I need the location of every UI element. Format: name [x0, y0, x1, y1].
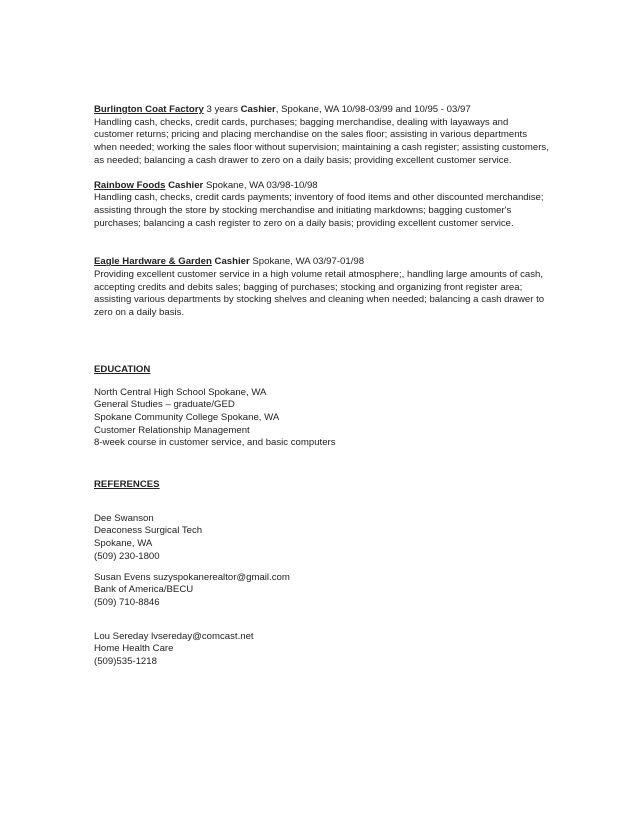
education-list: [94, 387, 550, 451]
job-duration: 3 years: [203, 104, 241, 115]
reference-lou-sereday: [94, 631, 550, 669]
company-name: Rainbow Foods: [94, 179, 166, 191]
education-line: General Studies – graduate/GED: [94, 399, 235, 411]
job-rainbow-foods: [94, 180, 550, 231]
company-name: Burlington Coat Factory: [94, 104, 204, 115]
job-title: Cashier: [240, 104, 276, 115]
job-title: Cashier: [214, 256, 250, 268]
job-header: [94, 256, 550, 269]
reference-employer: Bank of America/BECU: [94, 584, 194, 596]
education-line: North Central High School Spokane, WA: [94, 386, 267, 398]
reference-phone: (509) 710-8846: [94, 596, 160, 608]
education-heading: EDUCATION: [94, 363, 151, 375]
job-burlington: [94, 104, 550, 168]
reference-name-email: Susan Evens suzyspokanerealtor@gmail.com: [94, 571, 290, 583]
resume-page: [94, 104, 550, 669]
references-heading: REFERENCES: [94, 479, 160, 491]
education-line: Spokane Community College Spokane, WA: [94, 411, 280, 423]
job-details: Spokane, WA 03/97-01/98: [249, 256, 365, 268]
company-name: Eagle Hardware & Garden: [94, 256, 212, 268]
reference-name-email: Lou Sereday lvsereday@comcast.net: [94, 630, 254, 642]
job-title: Cashier: [168, 179, 204, 191]
job-eagle-hardware: [94, 256, 550, 320]
reference-susan-evens: [94, 572, 550, 610]
education-line: 8-week course in customer service, and basic computers: [94, 437, 336, 449]
job-details: , Spokane, WA 10/98-03/99 and 10/95 - 03/97: [275, 104, 471, 115]
job-description: Handling cash, checks, credit cards payments; inventory of food items and other discounted merchandise; assisting through the store by stocking merchandise and initiating markdowns; bagging customer's purchases; balancing a cash register to zero on a daily basis; providing excellent customer service.: [94, 192, 544, 229]
job-description: Handling cash, checks, credit cards, purchases; bagging merchandise, dealing with layaways and customer returns; pricing and placing merchandise on the sales floor; assisting in various departments when needed; working the sales floor without supervision; maintaining a cash register; assisting customers, as needed; balancing a cash drawer to zero on a daily basis; providing excellent customer service.: [94, 116, 549, 166]
reference-dee-swanson: [94, 513, 550, 564]
reference-employer: Home Health Care: [94, 643, 174, 655]
reference-name: Dee Swanson: [94, 512, 154, 524]
reference-location: Spokane, WA: [94, 538, 153, 550]
job-header: [94, 104, 550, 117]
reference-position: Deaconess Surgical Tech: [94, 525, 203, 537]
job-details: Spokane, WA 03/98-10/98: [203, 179, 318, 191]
reference-phone: (509) 230-1800: [94, 550, 160, 562]
reference-phone: (509)535-1218: [94, 656, 157, 668]
job-description: Providing excellent customer service in a high volume retail atmosphere;, handling large amounts of cash, accepting credits and debits sales; bagging of purchases; stocking and organizing front register area; assisting various departments by stocking shelves and cleaning when needed; balancing a cash drawer to zero on a daily basis.: [94, 269, 545, 319]
education-line: Customer Relationship Management: [94, 424, 250, 436]
job-header: [94, 180, 550, 193]
